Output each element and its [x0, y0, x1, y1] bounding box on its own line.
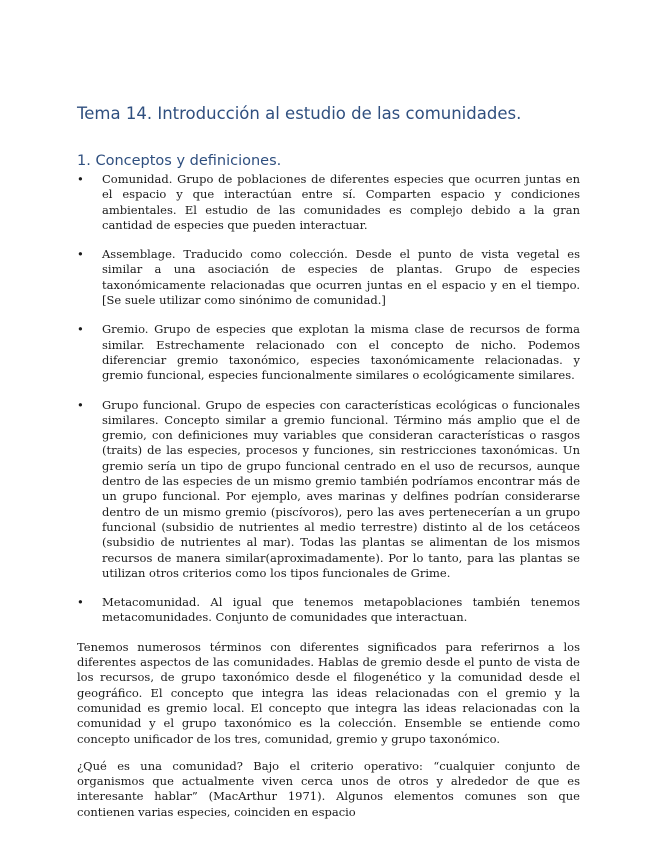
definition-grupo-funcional: Grupo funcional. Grupo de especies con características ecológicas o funcionales similares. Concepto similar a gremio funcional. Término más amplio que el de gremio, con definiciones muy variables que consideran características o rasgos (traits) de las especies, procesos y funciones, sin restricciones taxonómicas. Un gremio sería un tipo de grupo funcional centrado en el uso de recursos, aunque dentro de las especies de un mismo gremio también podríamos encontrar más de un grupo funcional. Por ejemplo, aves marinas y delfines podrían considerarse dentro de un mismo gremio (piscívoros), pero las aves pertenecerían a un grupo funcional (subsidio de nutrientes al medio terrestre) distinto al de los cetáceos (subsidio de nutrientes al mar). Todas las plantas se alimentan de los mismos recursos de manera similar(aproximadamente). Por lo tanto, para las plantas se utilizan otros criterios como los tipos funcionales de Grime. [102, 397, 580, 580]
definition-assemblage: Assemblage. Traducido como colección. Desde el punto de vista vegetal es similar a una asociación de especies de plantas. Grupo de especies taxonómicamente relacionadas que ocurren juntas en el espacio y en el tiempo. [Se suele utilizar como sinónimo de comunidad.] [102, 247, 580, 308]
list-item [77, 247, 580, 308]
bullet-icon: • [77, 595, 84, 610]
bullet-icon: • [77, 172, 84, 186]
definition-gremio: Gremio. Grupo de especies que explotan la misma clase de recursos de forma similar. Estrechamente relacionado con el concepto de nicho. Podemos diferenciar gremio taxonómico, especies taxonómicamente relacionadas. y gremio funcional, especies funcionalmente similares o ecológicamente similares. [102, 322, 580, 383]
bullet-icon: • [77, 247, 84, 262]
paragraph-terminos: Tenemos numerosos términos con diferentes significados para referirnos a los diferentes aspectos de las comunidades. Hablas de gremio desde el punto de vista de los recursos, de grupo taxonómico desde el filogenético y la comunidad desde el geográfico. El concepto que integra las ideas relacionadas con el gremio y la comunidad es gremio local. El concepto que integra las ideas relacionadas con la comunidad y el grupo taxonómico es la colección. Ensemble se entiende como concepto unificador de los tres, comunidad, gremio y grupo taxonómico. [77, 639, 580, 746]
bullet-icon: • [77, 322, 84, 337]
list-item [77, 322, 580, 383]
document-title: Tema 14. Introducción al estudio de las comunidades. [77, 104, 522, 123]
bullet-icon: • [77, 397, 84, 412]
definition-metacomunidad: Metacomunidad. Al igual que tenemos metapoblaciones también tenemos metacomunidades. Conjunto de comunidades que interactuan. [102, 595, 580, 625]
definitions-list [77, 172, 580, 626]
paragraph-que-es-comunidad: ¿Qué es una comunidad? Bajo el criterio operativo: “cualquier conjunto de organismos que actualmente viven cerca unos de otros y alrededor de que es interesante hablar” (MacArthur 1971). Algunos elementos comunes son que contienen varias especies, coinciden en espacio [77, 758, 580, 819]
definition-comunidad: Comunidad. Grupo de poblaciones de diferentes especies que ocurren juntas en el espacio y que interactúan entre sí. Comparten espacio y condiciones ambientales. El estudio de las comunidades es complejo debido a la gran cantidad de especies que pueden interactuar. [102, 172, 580, 232]
list-item [77, 398, 580, 582]
section-heading: 1. Conceptos y definiciones. [77, 153, 282, 169]
document-body [77, 172, 580, 832]
list-item [77, 172, 580, 233]
list-item [77, 595, 580, 626]
